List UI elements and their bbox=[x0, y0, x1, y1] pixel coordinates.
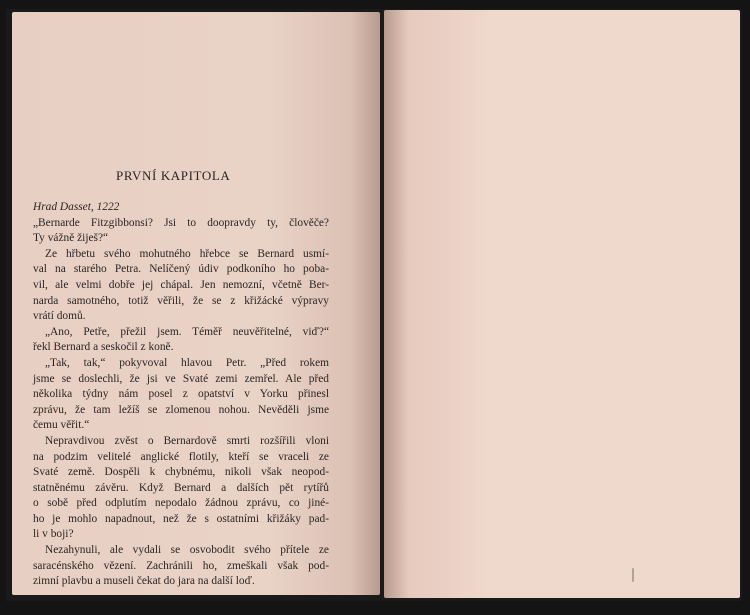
text-line: zimní plavbu a museli čekat do jara na další loď. bbox=[33, 575, 255, 588]
text-line: na podzim velitelé anglické flotily, kteří se vraceli ze bbox=[33, 450, 329, 463]
text-line: Nepravdivou zvěst o Bernardově smrti rozšířili vloni bbox=[45, 434, 329, 447]
text-line: „Ano, Petře, přežil jsem. Téměř neuvěřitelné, viď?“ bbox=[45, 325, 329, 338]
text-line: několika týdny nám posel z opatství v Yorku přinesl bbox=[33, 388, 329, 401]
chapter-text bbox=[33, 200, 329, 590]
text-line: ho je mohlo napadnout, než že s ostatními křižáky pad- bbox=[33, 512, 329, 525]
text-line: řekl Bernard a seskočil z koně. bbox=[33, 341, 174, 354]
text-line: Nezahynuli, ale vydali se osvobodit svého přítele ze bbox=[45, 544, 329, 557]
text-line: „Tak, tak,“ pokyvoval hlavou Petr. „Před rokem bbox=[45, 356, 329, 369]
text-line: jsme se doslechli, že jsi ve Svaté zemi zemřel. Ale před bbox=[33, 372, 329, 385]
text-line: zprávu, že tam ležíš se zlomenou nohou. Nevěděli jsme bbox=[33, 403, 329, 416]
text-line: „Bernarde Fitzgibbonsi? Jsi to doopravdy ty, člověče? bbox=[33, 216, 329, 229]
page-mark bbox=[632, 568, 634, 582]
text-line: Ty vážně žiješ?“ bbox=[33, 232, 109, 245]
paragraph-lines bbox=[33, 216, 329, 590]
text-line: val na starého Petra. Nelíčený údiv podkoního ho poba- bbox=[33, 263, 329, 276]
text-line: li v boji? bbox=[33, 528, 74, 541]
text-line: narda samotného, totiž věřili, že se z křižácké výpravy bbox=[33, 294, 329, 307]
text-line: o sobě před odplutím nepodalo žádnou zprávu, co jiné- bbox=[33, 497, 329, 510]
text-line: Ze hřbetu svého mohutného hřebce se Bernard usmí- bbox=[45, 247, 329, 260]
chapter-title: PRVNÍ KAPITOLA bbox=[116, 168, 231, 183]
text-line: vil, ale velmi dobře jej chápal. Jen nemozní, včetně Ber- bbox=[33, 278, 329, 291]
text-line: Svaté země. Dospěli k chybnému, nikoli však neopod- bbox=[33, 466, 329, 479]
text-line: statněnému závěru. Když Bernard a dalších pět rytířů bbox=[33, 481, 329, 494]
place-date-heading: Hrad Dasset, 1222 bbox=[33, 201, 120, 213]
text-line: saracénského vězení. Zachránili ho, zmeškali však pod- bbox=[33, 559, 329, 572]
right-page bbox=[384, 10, 740, 598]
text-line: čemu věřit.“ bbox=[33, 419, 90, 432]
text-line: vrátí domů. bbox=[33, 310, 86, 323]
